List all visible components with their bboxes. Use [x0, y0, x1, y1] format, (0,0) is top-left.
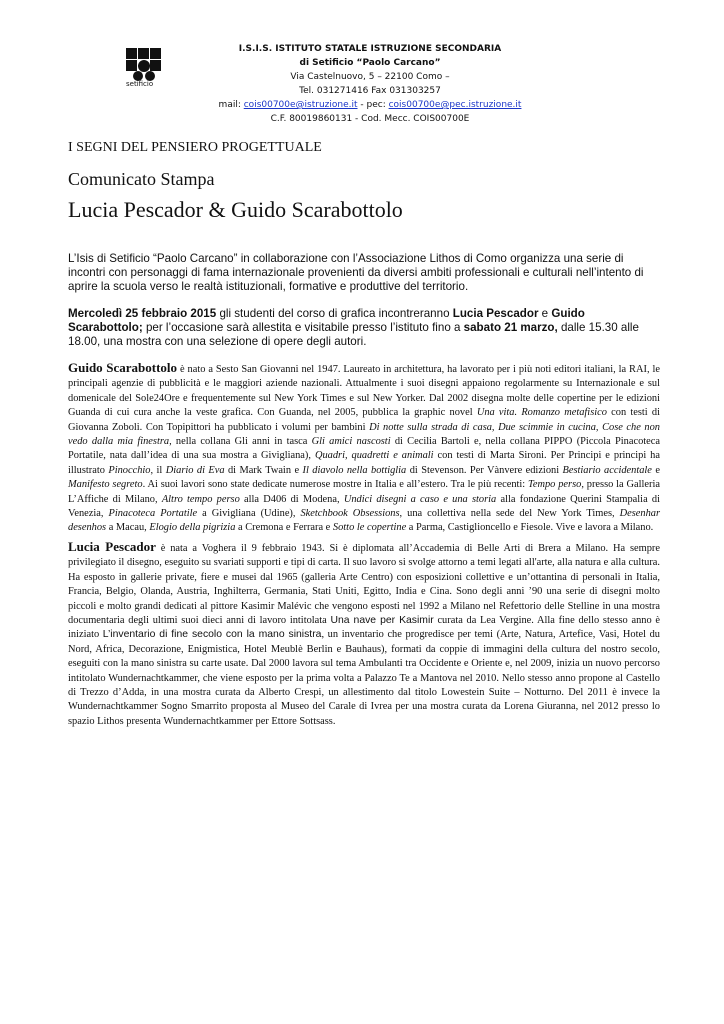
- school-phone: Tel. 031271416 Fax 031303257: [299, 86, 441, 96]
- bio-guido-paragraph: Guido Scarabottolo è nato a Sesto San Giovanni nel 1947. Laureato in architettura, ha lavorato per i più noti editori italiani, la RAI, le principali agenzie di pubblicità e le maggiori aziende nazionali. Attualmente i suoi disegni appaiono regolarmente su Internazionale e sul domenicale del Sole24Ore e frequentemente sul New York Times e sul New Yorker. Dal 2002 disegna molte delle copertine per le edizioni Guanda di cui cura anche la veste grafica. Con Guanda, nel 2005, pubblica la graphic novel Una vita. Romanzo metafisico con testi di Giovanna Zoboli. Con Topipittori ha pubblicato i volumi per bambini Di notte sulla strada di casa, Due scimmie in cucina, Cose che non vedo dalla mia finestra, nella collana Gli anni in tasca Gli amici nascosti di Cecilia Bartoli e, nella collana PIPPO (Piccola Pinacoteca Portatile, nata dall’idea di una sua mostra a Givigliana), Quadri, quadretti e animali con testi di Marta Sironi. Per Principi e principi ha illustrato Pinocchio, il Diario di Eva di Mark Twain e Il diavolo nella bottiglia di Stevenson. Per Vànvere edizioni Bestiario accidentale e Manifesto segreto. Ai suoi lavori sono state dedicate numerose mostre in Italia e all’estero. Tra le più recenti: Tempo perso, presso la Galleria L’Affiche di Milano, Altro tempo perso alla D406 di Modena, Undici disegni a caso e una storia alla fondazione Querini Stampalia di Venezia, Pinacoteca Portatile a Givigliana (Udine), Sketchbook Obsessions, una collettiva nella sede del New York Times, Desenhar desenhos a Macau, Elogio della pigrizia a Cremona e Ferrara e Sotto le copertine a Parma, Castiglioncello e Fiesole. Vive e lavora a Milano.: [68, 360, 661, 534]
- event-text: e: [538, 307, 552, 320]
- mail-label: mail:: [218, 100, 244, 110]
- pec-label: - pec:: [357, 100, 389, 110]
- kicker: I SEGNI DEL PENSIERO PROGETTUALE: [68, 140, 322, 155]
- school-contacts: [180, 98, 560, 112]
- school-codes: C.F. 80019860131 - Cod. Mecc. COIS00700E: [270, 114, 470, 124]
- logo-label: setificio: [126, 80, 154, 88]
- event-text: per l’occasione sarà allestita e visitabile presso l’istituto fino a: [142, 321, 464, 334]
- event-text: gli studenti del corso di grafica incontreranno: [216, 307, 453, 320]
- bio-lucia-name: Lucia Pescador: [68, 539, 156, 554]
- mail-link[interactable]: cois00700e@istruzione.it: [243, 100, 358, 110]
- event-text: dalle 15.30 alle 18.00, una mostra con una selezione di opere degli autori.: [68, 321, 639, 348]
- event-date: Mercoledì 25 febbraio 2015: [68, 307, 217, 320]
- bio-guido-name: Guido Scarabottolo: [68, 360, 178, 375]
- event-name-lucia: Lucia Pescador: [452, 307, 539, 320]
- school-subtitle: di Setificio “Paolo Carcano”: [299, 58, 441, 68]
- intro-paragraph: L’Isis di Setificio “Paolo Carcano” in collaborazione con l’Associazione Lithos di Como organizza una serie di incontri con personaggi di fama internazionale provenienti da diversi ambiti professionali e culturali nell’intento di aprire la scuola verso le realtà istituzionali, formative e produttive del territorio.: [68, 252, 644, 293]
- event-end-date: sabato 21 marzo,: [463, 321, 558, 334]
- school-header: [180, 42, 560, 126]
- press-release-title: Comunicato Stampa: [68, 169, 215, 189]
- event-name-guido: Guido Scarabottolo;: [68, 307, 585, 334]
- event-paragraph: [68, 307, 660, 349]
- school-name: I.S.I.S. ISTITUTO STATALE ISTRUZIONE SECONDARIA: [238, 44, 502, 54]
- main-title: Lucia Pescador & Guido Scarabottolo: [68, 197, 403, 222]
- pec-link[interactable]: cois00700e@pec.istruzione.it: [388, 100, 522, 110]
- school-address: Via Castelnuovo, 5 – 22100 Como –: [290, 72, 450, 82]
- bio-lucia-paragraph: Lucia Pescador è nata a Voghera il 9 febbraio 1943. Si è diplomata all’Accademia di Belle Arti di Brera a Milano. Ha sempre privilegiato il disegno, eseguito su svariati supporti e tipi di carta. Il suo lavoro si svolge attorno a temi legati all'arte, alla natura e alla cultura. Ha esposto in gallerie private, fiere e musei dal 1965 (galleria Arte Centro) con esposizioni collettive e un’ottantina di personali in Italia, Francia, Belgio, Olanda, Austria, Inghilterra, Germania, Stati Uniti, Egitto, India e Cina. Sono degli anni ’90 una serie di disegni molto piccoli e molto grandi dedicati al pittore Kasimir Malévic che vengono esposti nel 1992 a Milano nel Refettorio delle Stelline in una mostra documentaria degli ultimi suoi dieci anni di lavoro intitolata Una nave per Kasimir curata da Lea Vergine. Alla fine dello stesso anno è iniziato L’inventario di fine secolo con la mano sinistra, un inventario che progredisce per temi (Arte, Natura, Artefice, Vasi, Hotel du Nord, Africa, Decorazione, Enigmistica, Hotel Meublè Berlin e Bauhaus), formati da coppie di immagini della cultura del nostro secolo, eseguiti con la mano sinistra su carte usate. Dal 2000 lavora sul tema Ambulanti tra Occidente e Oriente e, nel 2009, inizia un nuovo percorso intitolato Wundernachtkammer, che viene esposto per la prima volta a Palazzo Te a Mantova nel 2010. Nello stesso anno propone al Castello di Trezzo d’Adda, in una mostra curata da Alberto Crespi, un allestimento dal titolo Lowestein Suite – Notturno. Del 2011 è invece la Wundernachtkammer Sogno Smarrito proposta al Museo del Carale di Ivrea per una mostra curata da Lorena Giuranna, nel 2012 presso lo spazio Lithos presenta Wundernachtkammer per Ettore Sottsass.: [68, 539, 661, 727]
